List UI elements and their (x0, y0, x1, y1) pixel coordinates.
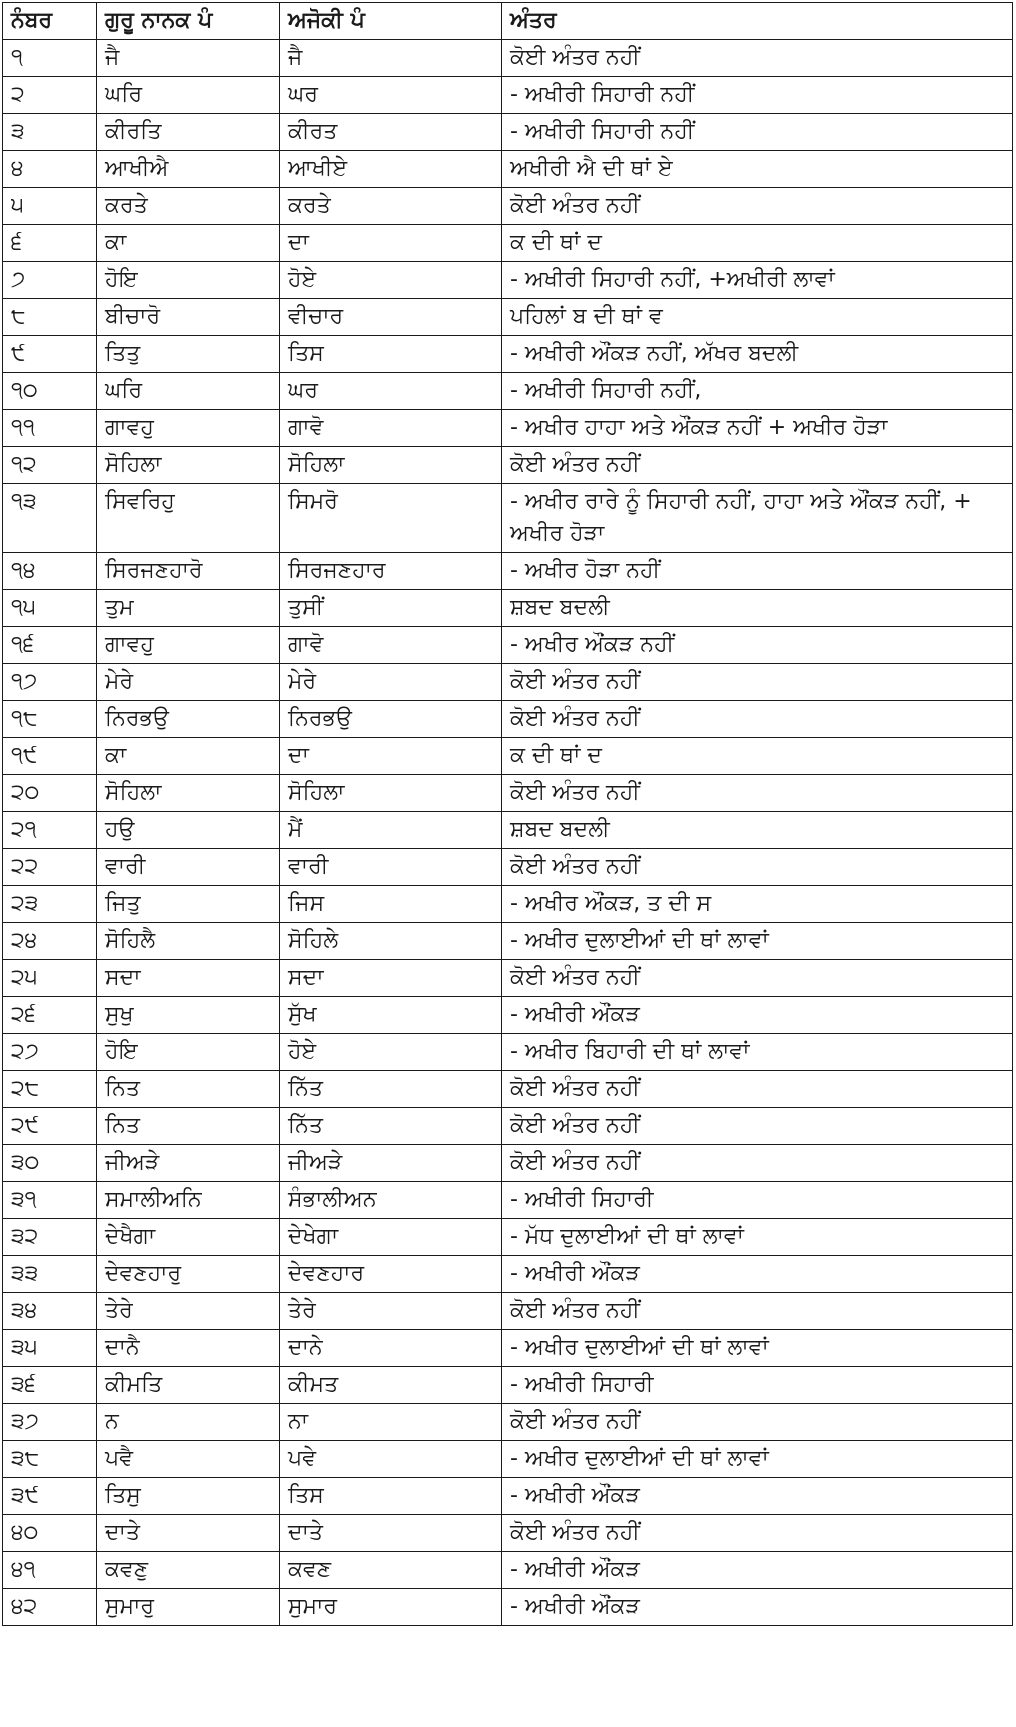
cell-difference: - ਅਖੀਰੀ ਔਂਕੜ (502, 1478, 1013, 1515)
table-row (3, 151, 1013, 188)
cell-guru-nanak-word: ਸੋਹਿਲਾ (97, 775, 280, 812)
table-row (3, 1219, 1013, 1256)
cell-modern-word: ਕਵਣ (280, 1552, 502, 1589)
cell-difference: ਕੋਈ ਅੰਤਰ ਨਹੀਂ (502, 1515, 1013, 1552)
cell-difference: ਸ਼ਬਦ ਬਦਲੀ (502, 812, 1013, 849)
cell-guru-nanak-word: ਹੋਇ (97, 1034, 280, 1071)
cell-number: ੧੬ (3, 627, 97, 664)
cell-number: ੧੯ (3, 738, 97, 775)
cell-modern-word: ਸਦਾ (280, 960, 502, 997)
header-row (3, 3, 1013, 40)
cell-difference: ਕੋਈ ਅੰਤਰ ਨਹੀਂ (502, 1404, 1013, 1441)
table-row (3, 775, 1013, 812)
cell-guru-nanak-word: ਮੇਰੇ (97, 664, 280, 701)
cell-guru-nanak-word: ਹੋਇ (97, 262, 280, 299)
cell-guru-nanak-word: ਪਵੈ (97, 1441, 280, 1478)
table-row (3, 114, 1013, 151)
cell-guru-nanak-word: ਨ (97, 1404, 280, 1441)
cell-difference: ਅਖੀਰੀ ਐ ਦੀ ਥਾਂ ਏ (502, 151, 1013, 188)
cell-modern-word: ਹੋਏ (280, 262, 502, 299)
table-row (3, 812, 1013, 849)
cell-modern-word: ਆਖੀਏ (280, 151, 502, 188)
cell-modern-word: ਸੋਹਿਲੇ (280, 923, 502, 960)
cell-modern-word: ਦੇਖੇਗਾ (280, 1219, 502, 1256)
table-row (3, 1145, 1013, 1182)
table-row (3, 1108, 1013, 1145)
cell-number: ੧੭ (3, 664, 97, 701)
cell-guru-nanak-word: ਆਖੀਐ (97, 151, 280, 188)
cell-number: ੧੮ (3, 701, 97, 738)
cell-difference: ਪਹਿਲਾਂ ਬ ਦੀ ਥਾਂ ਵ (502, 299, 1013, 336)
cell-number: ੨੮ (3, 1071, 97, 1108)
cell-difference: ਕੋਈ ਅੰਤਰ ਨਹੀਂ (502, 1145, 1013, 1182)
cell-guru-nanak-word: ਤਿਸੁ (97, 1478, 280, 1515)
cell-number: ੯ (3, 336, 97, 373)
cell-guru-nanak-word: ਜੀਅੜੇ (97, 1145, 280, 1182)
cell-modern-word: ਸਿਮਰੋ (280, 484, 502, 553)
cell-number: ੧੧ (3, 410, 97, 447)
table-row (3, 188, 1013, 225)
cell-modern-word: ਸੋਹਿਲਾ (280, 775, 502, 812)
table-row (3, 262, 1013, 299)
cell-modern-word: ਸਿਰਜਣਹਾਰ (280, 553, 502, 590)
cell-number: ੨੦ (3, 775, 97, 812)
cell-modern-word: ਦਾਤੇ (280, 1515, 502, 1552)
table-row (3, 1330, 1013, 1367)
cell-number: ੨੫ (3, 960, 97, 997)
cell-difference: - ਅਖੀਰ ਔਂਕੜ ਨਹੀਂ (502, 627, 1013, 664)
cell-modern-word: ਸੋਹਿਲਾ (280, 447, 502, 484)
cell-difference: - ਮੱਧ ਦੁਲਾਈਆਂ ਦੀ ਥਾਂ ਲਾਵਾਂ (502, 1219, 1013, 1256)
cell-number: ੧ (3, 40, 97, 77)
cell-modern-word: ਤੁਸੀਂ (280, 590, 502, 627)
cell-guru-nanak-word: ਘਰਿ (97, 77, 280, 114)
cell-difference: - ਅਖੀਰ ਦੁਲਾਈਆਂ ਦੀ ਥਾਂ ਲਾਵਾਂ (502, 1441, 1013, 1478)
cell-modern-word: ਕੀਰਤ (280, 114, 502, 151)
table-row (3, 1552, 1013, 1589)
table-row (3, 1404, 1013, 1441)
table-row (3, 447, 1013, 484)
cell-difference: - ਅਖੀਰ ਬਿਹਾਰੀ ਦੀ ਥਾਂ ਲਾਵਾਂ (502, 1034, 1013, 1071)
cell-difference: ਕੋਈ ਅੰਤਰ ਨਹੀਂ (502, 1108, 1013, 1145)
cell-modern-word: ਤਿਸ (280, 1478, 502, 1515)
cell-difference: - ਅਖੀਰੀ ਸਿਹਾਰੀ ਨਹੀਂ, (502, 373, 1013, 410)
table-row (3, 1589, 1013, 1626)
cell-number: ੩੭ (3, 1404, 97, 1441)
table-row (3, 1441, 1013, 1478)
header-guru-nanak-punjabi: ਗੁਰੂ ਨਾਨਕ ਪੰ (97, 3, 280, 40)
cell-guru-nanak-word: ਦਾਤੇ (97, 1515, 280, 1552)
cell-number: ੩੬ (3, 1367, 97, 1404)
comparison-table (2, 2, 1013, 1626)
table-row (3, 40, 1013, 77)
cell-difference: ਕੋਈ ਅੰਤਰ ਨਹੀਂ (502, 1071, 1013, 1108)
cell-number: ੩੦ (3, 1145, 97, 1182)
cell-number: ੧੩ (3, 484, 97, 553)
cell-number: ੪੦ (3, 1515, 97, 1552)
cell-modern-word: ਨਿੱਤ (280, 1108, 502, 1145)
cell-number: ੪੨ (3, 1589, 97, 1626)
cell-number: ੨ (3, 77, 97, 114)
cell-number: ੨੩ (3, 886, 97, 923)
cell-difference: ਕੋਈ ਅੰਤਰ ਨਹੀਂ (502, 849, 1013, 886)
table-row (3, 1293, 1013, 1330)
cell-guru-nanak-word: ਕੀਰਤਿ (97, 114, 280, 151)
cell-modern-word: ਕਰਤੇ (280, 188, 502, 225)
cell-difference: - ਅਖੀਰ ਔਂਕੜ, ਤ ਦੀ ਸ (502, 886, 1013, 923)
cell-guru-nanak-word: ਬੀਚਾਰੋ (97, 299, 280, 336)
cell-guru-nanak-word: ਸੁਮਾਰੁ (97, 1589, 280, 1626)
cell-guru-nanak-word: ਵਾਰੀ (97, 849, 280, 886)
cell-guru-nanak-word: ਕਰਤੇ (97, 188, 280, 225)
cell-number: ੮ (3, 299, 97, 336)
cell-difference: ਕੋਈ ਅੰਤਰ ਨਹੀਂ (502, 775, 1013, 812)
cell-difference: - ਅਖੀਰ ਦੁਲਾਈਆਂ ਦੀ ਥਾਂ ਲਾਵਾਂ (502, 1330, 1013, 1367)
cell-number: ੧੦ (3, 373, 97, 410)
table-row (3, 1367, 1013, 1404)
cell-modern-word: ਤੇਰੇ (280, 1293, 502, 1330)
table-row (3, 1071, 1013, 1108)
cell-modern-word: ਗਾਵੋ (280, 410, 502, 447)
cell-number: ੨੪ (3, 923, 97, 960)
cell-number: ੩੯ (3, 1478, 97, 1515)
cell-difference: ਕੋਈ ਅੰਤਰ ਨਹੀਂ (502, 960, 1013, 997)
cell-modern-word: ਸੰਭਾਲੀਅਨ (280, 1182, 502, 1219)
cell-modern-word: ਹੋਏ (280, 1034, 502, 1071)
cell-difference: - ਅਖੀਰੀ ਔਂਕੜ (502, 1552, 1013, 1589)
cell-number: ੩੩ (3, 1256, 97, 1293)
cell-modern-word: ਵਾਰੀ (280, 849, 502, 886)
cell-modern-word: ਦਾ (280, 738, 502, 775)
cell-guru-nanak-word: ਗਾਵਹੁ (97, 627, 280, 664)
table-row (3, 1478, 1013, 1515)
header-modern-punjabi: ਅਜੋਕੀ ਪੰ (280, 3, 502, 40)
cell-difference: - ਅਖੀਰ ਰਾਰੇ ਨੂੰ ਸਿਹਾਰੀ ਨਹੀਂ, ਹਾਹਾ ਅਤੇ ਔਂਕੜ ਨਹੀਂ, + ਅਖੀਰ ਹੋੜਾ (502, 484, 1013, 553)
cell-modern-word: ਮੈਂ (280, 812, 502, 849)
cell-modern-word: ਘਰ (280, 77, 502, 114)
cell-difference: - ਅਖੀਰੀ ਸਿਹਾਰੀ (502, 1182, 1013, 1219)
cell-modern-word: ਤਿਸ (280, 336, 502, 373)
cell-number: ੩੫ (3, 1330, 97, 1367)
cell-guru-nanak-word: ਸੁਖੁ (97, 997, 280, 1034)
cell-guru-nanak-word: ਤੁਮ (97, 590, 280, 627)
table-row (3, 997, 1013, 1034)
cell-difference: - ਅਖੀਰ ਹਾਹਾ ਅਤੇ ਔਂਕੜ ਨਹੀਂ + ਅਖੀਰ ਹੋੜਾ (502, 410, 1013, 447)
cell-guru-nanak-word: ਹਉ (97, 812, 280, 849)
table-row (3, 923, 1013, 960)
table-row (3, 590, 1013, 627)
cell-guru-nanak-word: ਸੋਹਿਲਾ (97, 447, 280, 484)
cell-modern-word: ਦਾਨੇ (280, 1330, 502, 1367)
cell-modern-word: ਨਿਰਭਉ (280, 701, 502, 738)
cell-modern-word: ਜਿਸ (280, 886, 502, 923)
table-row (3, 225, 1013, 262)
cell-number: ੩੧ (3, 1182, 97, 1219)
cell-modern-word: ਮੇਰੇ (280, 664, 502, 701)
cell-guru-nanak-word: ਨਿਰਭਉ (97, 701, 280, 738)
cell-modern-word: ਨਿੱਤ (280, 1071, 502, 1108)
table-row (3, 553, 1013, 590)
cell-number: ੩ (3, 114, 97, 151)
cell-guru-nanak-word: ਨਿਤ (97, 1108, 280, 1145)
header-difference: ਅੰਤਰ (502, 3, 1013, 40)
cell-number: ੩੨ (3, 1219, 97, 1256)
cell-modern-word: ਘਰ (280, 373, 502, 410)
cell-guru-nanak-word: ਕਾ (97, 225, 280, 262)
cell-difference: - ਅਖੀਰ ਦੁਲਾਈਆਂ ਦੀ ਥਾਂ ਲਾਵਾਂ (502, 923, 1013, 960)
cell-guru-nanak-word: ਨਿਤ (97, 1071, 280, 1108)
cell-modern-word: ਦੇਵਣਹਾਰ (280, 1256, 502, 1293)
cell-difference: - ਅਖੀਰੀ ਔਂਕੜ (502, 997, 1013, 1034)
cell-difference: ਕੋਈ ਅੰਤਰ ਨਹੀਂ (502, 447, 1013, 484)
table-header (3, 3, 1013, 40)
cell-modern-word: ਦਾ (280, 225, 502, 262)
cell-guru-nanak-word: ਜੈ (97, 40, 280, 77)
table-row (3, 627, 1013, 664)
cell-number: ੫ (3, 188, 97, 225)
cell-number: ੬ (3, 225, 97, 262)
cell-modern-word: ਵੀਚਾਰ (280, 299, 502, 336)
cell-guru-nanak-word: ਸਮਾਲੀਅਨਿ (97, 1182, 280, 1219)
cell-difference: ਸ਼ਬਦ ਬਦਲੀ (502, 590, 1013, 627)
table-row (3, 738, 1013, 775)
table-row (3, 1515, 1013, 1552)
cell-difference: ਕੋਈ ਅੰਤਰ ਨਹੀਂ (502, 664, 1013, 701)
cell-number: ੨੬ (3, 997, 97, 1034)
table-row (3, 484, 1013, 553)
cell-guru-nanak-word: ਦਾਨੈ (97, 1330, 280, 1367)
cell-number: ੧੫ (3, 590, 97, 627)
cell-difference: - ਅਖੀਰੀ ਸਿਹਾਰੀ ਨਹੀਂ (502, 114, 1013, 151)
table-row (3, 664, 1013, 701)
cell-number: ੪੧ (3, 1552, 97, 1589)
cell-modern-word: ਪਵੇ (280, 1441, 502, 1478)
table-row (3, 960, 1013, 997)
table-row (3, 410, 1013, 447)
cell-number: ੧੨ (3, 447, 97, 484)
cell-difference: ਕੋਈ ਅੰਤਰ ਨਹੀਂ (502, 40, 1013, 77)
cell-number: ੪ (3, 151, 97, 188)
cell-guru-nanak-word: ਦੇਵਣਹਾਰੁ (97, 1256, 280, 1293)
cell-difference: - ਅਖੀਰੀ ਸਿਹਾਰੀ ਨਹੀਂ (502, 77, 1013, 114)
cell-modern-word: ਨਾ (280, 1404, 502, 1441)
cell-guru-nanak-word: ਕਵਣੁ (97, 1552, 280, 1589)
table-row (3, 336, 1013, 373)
cell-number: ੨੯ (3, 1108, 97, 1145)
cell-guru-nanak-word: ਦੇਖੈਗਾ (97, 1219, 280, 1256)
cell-difference: ਕ ਦੀ ਥਾਂ ਦ (502, 738, 1013, 775)
cell-guru-nanak-word: ਕਾ (97, 738, 280, 775)
table-row (3, 299, 1013, 336)
cell-difference: ਕੋਈ ਅੰਤਰ ਨਹੀਂ (502, 701, 1013, 738)
cell-modern-word: ਕੀਮਤ (280, 1367, 502, 1404)
header-number: ਨੰਬਰ (3, 3, 97, 40)
cell-number: ੧੪ (3, 553, 97, 590)
cell-number: ੨੨ (3, 849, 97, 886)
cell-difference: ਕੋਈ ਅੰਤਰ ਨਹੀਂ (502, 1293, 1013, 1330)
cell-difference: - ਅਖੀਰੀ ਸਿਹਾਰੀ ਨਹੀਂ, +ਅਖੀਰੀ ਲਾਵਾਂ (502, 262, 1013, 299)
cell-modern-word: ਜੈ (280, 40, 502, 77)
cell-guru-nanak-word: ਘਰਿ (97, 373, 280, 410)
cell-difference: - ਅਖੀਰ ਹੋੜਾ ਨਹੀਂ (502, 553, 1013, 590)
cell-difference: - ਅਖੀਰੀ ਔਂਕੜ (502, 1589, 1013, 1626)
cell-guru-nanak-word: ਸੋਹਿਲੈ (97, 923, 280, 960)
cell-modern-word: ਸੁਮਾਰ (280, 1589, 502, 1626)
cell-guru-nanak-word: ਸਦਾ (97, 960, 280, 997)
cell-number: ੩੪ (3, 1293, 97, 1330)
table-row (3, 701, 1013, 738)
table-row (3, 886, 1013, 923)
cell-guru-nanak-word: ਸਿਵਰਿਹੁ (97, 484, 280, 553)
cell-difference: ਕੋਈ ਅੰਤਰ ਨਹੀਂ (502, 188, 1013, 225)
table-row (3, 1034, 1013, 1071)
cell-difference: - ਅਖੀਰੀ ਸਿਹਾਰੀ (502, 1367, 1013, 1404)
cell-guru-nanak-word: ਤਿਤੁ (97, 336, 280, 373)
cell-guru-nanak-word: ਗਾਵਹੁ (97, 410, 280, 447)
cell-modern-word: ਗਾਵੋ (280, 627, 502, 664)
table-row (3, 849, 1013, 886)
cell-guru-nanak-word: ਸਿਰਜਣਹਾਰੋ (97, 553, 280, 590)
cell-modern-word: ਸੁੱਖ (280, 997, 502, 1034)
table-body (3, 40, 1013, 1626)
cell-number: ੨੭ (3, 1034, 97, 1071)
cell-difference: - ਅਖੀਰੀ ਔਂਕੜ ਨਹੀਂ, ਅੱਖਰ ਬਦਲੀ (502, 336, 1013, 373)
cell-guru-nanak-word: ਤੇਰੇ (97, 1293, 280, 1330)
table-row (3, 373, 1013, 410)
cell-guru-nanak-word: ਜਿਤੁ (97, 886, 280, 923)
cell-number: ੭ (3, 262, 97, 299)
cell-number: ੩੮ (3, 1441, 97, 1478)
table-row (3, 1182, 1013, 1219)
cell-modern-word: ਜੀਅੜੇ (280, 1145, 502, 1182)
cell-difference: ਕ ਦੀ ਥਾਂ ਦ (502, 225, 1013, 262)
table-row (3, 1256, 1013, 1293)
table-row (3, 77, 1013, 114)
cell-guru-nanak-word: ਕੀਮਤਿ (97, 1367, 280, 1404)
cell-difference: - ਅਖੀਰੀ ਔਂਕੜ (502, 1256, 1013, 1293)
cell-number: ੨੧ (3, 812, 97, 849)
